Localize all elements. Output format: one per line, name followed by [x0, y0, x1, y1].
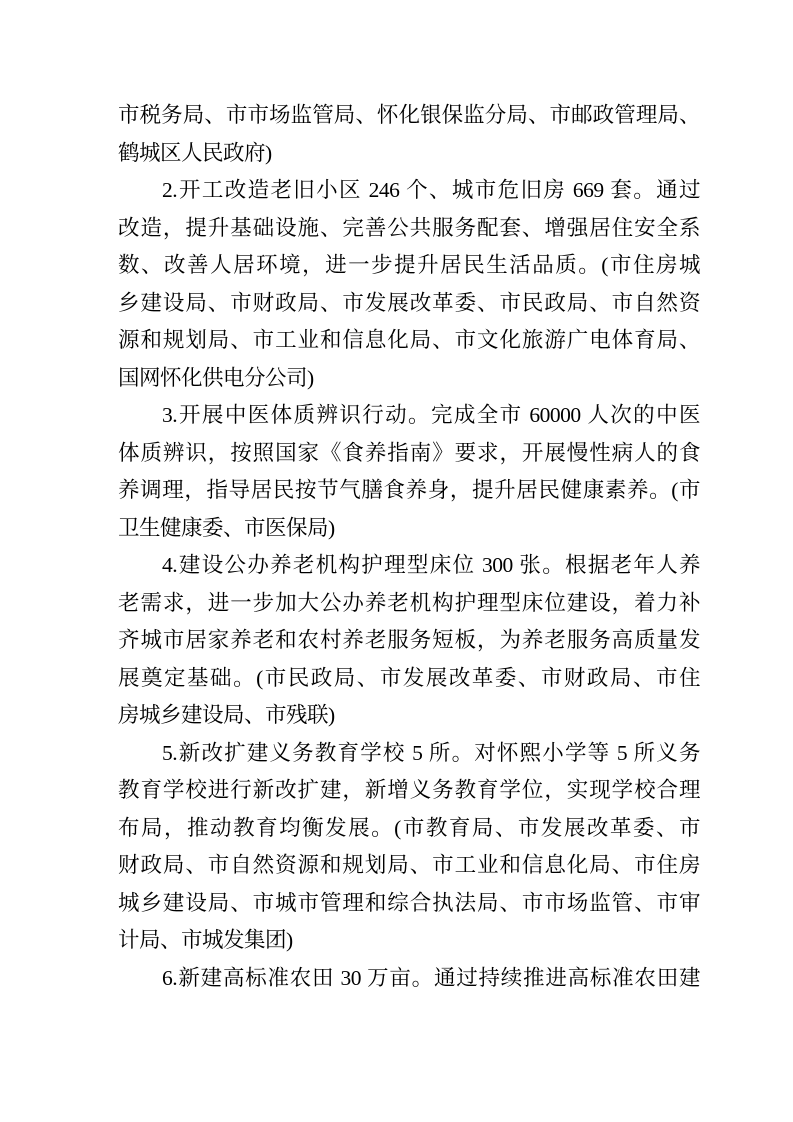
- text-line: 改造，提升基础设施、完善公共服务配套、增强居住安全系: [118, 215, 700, 240]
- text-line: 齐城市居家养老和农村养老服务短板，为养老服务高质量发: [118, 628, 700, 652]
- text-line: 养调理，指导居民按节气膳食养身，提升居民健康素养。(市: [118, 478, 700, 502]
- text-line: 城乡建设局、市城市管理和综合执法局、市市场监管、市审: [118, 890, 700, 915]
- document-body: [118, 97, 700, 997]
- text-line: 5.新改扩建义务教育学校 5 所。对怀熙小学等 5 所义务: [162, 740, 700, 765]
- text-line: 2.开工改造老旧小区 246 个、城市危旧房 669 套。通过: [162, 178, 700, 202]
- text-line: 6.新建高标准农田 30 万亩。通过持续推进高标准农田建: [162, 965, 700, 990]
- text-line: 乡建设局、市财政局、市发展改革委、市民政局、市自然资: [118, 290, 700, 315]
- text-line: 数、改善人居环境，进一步提升居民生活品质。(市住房城: [118, 253, 700, 277]
- text-line: 教育学校进行新改扩建，新增义务教育学位，实现学校合理: [118, 778, 700, 802]
- text-line: 布局，推动教育均衡发展。(市教育局、市发展改革委、市: [118, 815, 700, 840]
- text-line: 计局、市城发集团): [118, 928, 293, 952]
- text-line: 源和规划局、市工业和信息化局、市文化旅游广电体育局、: [118, 328, 700, 352]
- text-line: 老需求，进一步加大公办养老机构护理型床位建设，着力补: [118, 590, 700, 615]
- text-line: 展奠定基础。(市民政局、市发展改革委、市财政局、市住: [118, 665, 700, 690]
- text-line: 财政局、市自然资源和规划局、市工业和信息化局、市住房: [118, 853, 700, 877]
- text-line: 4.建设公办养老机构护理型床位 300 张。根据老年人养: [162, 553, 700, 577]
- text-line: 体质辨识，按照国家《食养指南》要求，开展慢性病人的食: [118, 440, 700, 465]
- text-line: 国网怀化供电分公司): [118, 365, 314, 390]
- text-line: 市税务局、市市场监管局、怀化银保监分局、市邮政管理局、: [118, 103, 700, 127]
- text-line: 卫生健康委、市医保局): [118, 515, 335, 540]
- text-line: 房城乡建设局、市残联): [118, 703, 335, 727]
- text-line: 3.开展中医体质辨识行动。完成全市 60000 人次的中医: [162, 403, 700, 427]
- text-line: 鹤城区人民政府): [118, 140, 272, 165]
